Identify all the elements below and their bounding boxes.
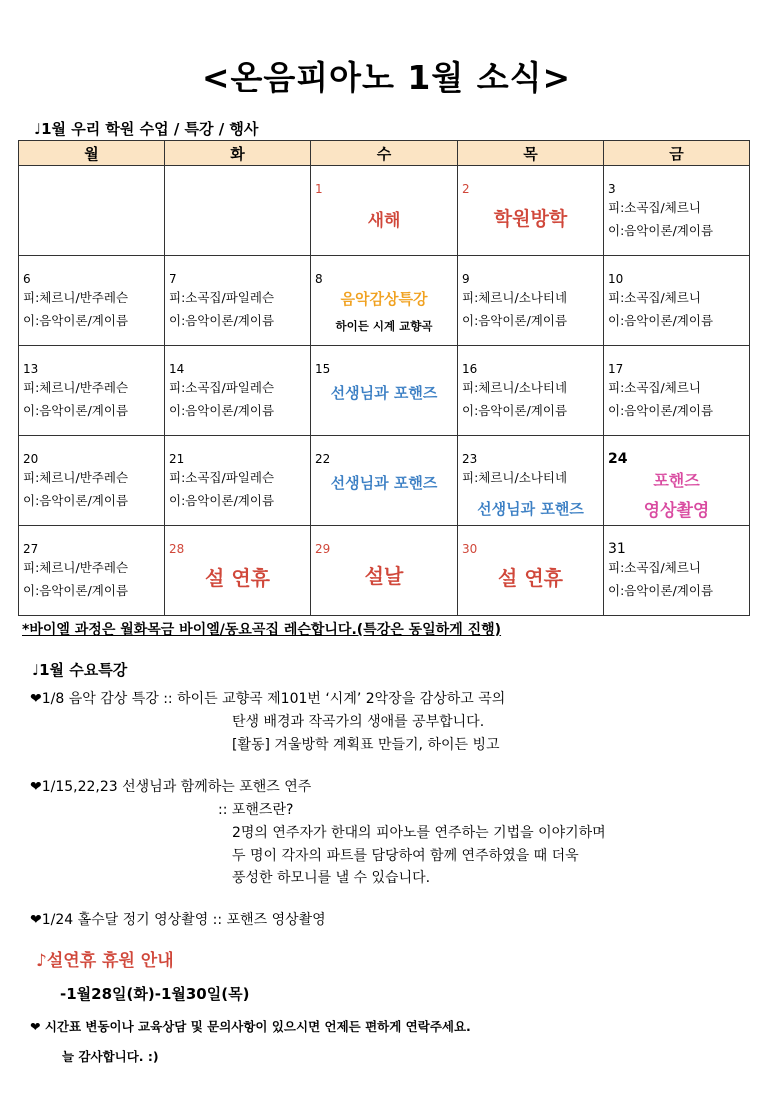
event-four-hands: 선생님과 포핸즈 <box>330 384 438 402</box>
item-appreciation-line1: ❤1/8 음악 감상 특강 :: 하이든 교향곡 제101번 ‘시계’ 2악장을 감상하고 곡의 <box>30 691 506 707</box>
day-cell-27 <box>19 526 165 616</box>
day-cell-2 <box>458 166 604 256</box>
weekday-thu: 목 <box>458 141 604 166</box>
day-number: 27 <box>23 542 39 556</box>
weekday-tue: 화 <box>165 141 311 166</box>
weekday-wed: 수 <box>311 141 458 166</box>
day-number: 3 <box>608 182 616 196</box>
piano-lesson: 피:소곡집/파일레슨 <box>169 290 275 305</box>
item-fourhands-line3: 2명의 연주자가 한대의 피아노를 연주하는 기법을 이야기하며 <box>232 825 606 841</box>
day-cell-28 <box>165 526 311 616</box>
day-cell-17 <box>604 346 750 436</box>
holiday-dates: -1월28일(화)-1월30일(목) <box>60 985 250 1003</box>
piano-lesson: 피:소곡집/체르니 <box>608 380 701 395</box>
holiday-heading: ♪설연휴 휴원 안내 <box>36 951 174 971</box>
piano-lesson: 피:체르니/소나티네 <box>462 380 568 395</box>
day-number: 31 <box>608 541 626 557</box>
item-appreciation-line3: [활동] 겨울방학 계획표 만들기, 하이든 빙고 <box>232 737 500 753</box>
day-cell-1 <box>311 166 458 256</box>
day-cell-8 <box>311 256 458 346</box>
page-title: <온음피아노 1월 소식> <box>201 58 572 97</box>
event-academy-break: 학원방학 <box>493 208 568 230</box>
item-fourhands-line1: ❤1/15,22,23 선생님과 함께하는 포핸즈 연주 <box>30 779 312 795</box>
piano-lesson: 피:소곡집/체르니 <box>608 560 701 575</box>
event-holiday: 설 연휴 <box>205 566 270 590</box>
theory-lesson: 이:음악이론/계이름 <box>608 313 714 328</box>
event-four-hands: 선생님과 포핸즈 <box>330 474 438 492</box>
day-number: 22 <box>315 452 331 466</box>
day-number: 15 <box>315 362 331 376</box>
day-number: 2 <box>462 182 470 196</box>
theory-lesson: 이:음악이론/계이름 <box>608 583 714 598</box>
theory-lesson: 이:음악이론/계이름 <box>169 403 275 418</box>
day-cell-empty <box>165 166 311 256</box>
day-number: 6 <box>23 272 31 286</box>
day-cell-21 <box>165 436 311 526</box>
event-four-hands: 포핸즈 <box>653 471 700 490</box>
theory-lesson: 이:음악이론/계이름 <box>462 403 568 418</box>
event-lunar-new-year: 설날 <box>364 564 404 588</box>
piano-lesson: 피:체르니/소나티네 <box>462 290 568 305</box>
day-number: 29 <box>315 542 331 556</box>
piano-lesson: 피:체르니/반주레슨 <box>23 560 129 575</box>
day-cell-24 <box>604 436 750 526</box>
calendar-week-5 <box>19 526 750 616</box>
theory-lesson: 이:음악이론/계이름 <box>23 493 129 508</box>
piano-lesson: 피:소곡집/파일레슨 <box>169 380 275 395</box>
day-number: 17 <box>608 362 624 376</box>
theory-lesson: 이:음악이론/계이름 <box>169 493 275 508</box>
day-number: 10 <box>608 272 624 286</box>
day-cell-empty <box>19 166 165 256</box>
day-number: 24 <box>608 451 628 467</box>
day-number: 14 <box>169 362 185 376</box>
day-cell-7 <box>165 256 311 346</box>
event-music-appreciation: 음악감상특강 <box>340 290 428 308</box>
day-cell-31 <box>604 526 750 616</box>
event-four-hands: 선생님과 포핸즈 <box>477 500 584 518</box>
piano-lesson: 피:소곡집/체르니 <box>608 290 701 305</box>
day-cell-13 <box>19 346 165 436</box>
day-cell-30 <box>458 526 604 616</box>
calendar-week-2 <box>19 256 750 346</box>
piano-lesson: 피:체르니/반주레슨 <box>23 290 129 305</box>
day-cell-29 <box>311 526 458 616</box>
day-cell-15 <box>311 346 458 436</box>
day-number: 23 <box>462 452 478 466</box>
piano-lesson: 피:체르니/반주레슨 <box>23 470 129 485</box>
event-holiday: 설 연휴 <box>498 566 563 590</box>
day-cell-20 <box>19 436 165 526</box>
theory-lesson: 이:음악이론/계이름 <box>23 583 129 598</box>
day-number: 7 <box>169 272 177 286</box>
calendar-week-1 <box>19 166 750 256</box>
day-number: 8 <box>315 272 323 286</box>
day-number: 16 <box>462 362 478 376</box>
day-number: 30 <box>462 542 478 556</box>
calendar-header-row <box>19 141 750 166</box>
day-cell-22 <box>311 436 458 526</box>
weekday-mon: 월 <box>19 141 165 166</box>
piano-lesson: 피:체르니/반주레슨 <box>23 380 129 395</box>
day-number: 13 <box>23 362 39 376</box>
day-cell-3 <box>604 166 750 256</box>
contact-note: ❤ 시간표 변동이나 교육상담 및 문의사항이 있으시면 언제든 편하게 연락주세요. <box>30 1019 471 1034</box>
theory-lesson: 이:음악이론/계이름 <box>462 313 568 328</box>
day-cell-6 <box>19 256 165 346</box>
calendar-week-4 <box>19 436 750 526</box>
item-video-line1: ❤1/24 홀수달 정기 영상촬영 :: 포핸즈 영상촬영 <box>30 912 326 928</box>
day-cell-14 <box>165 346 311 436</box>
piano-lesson: 피:체르니/소나티네 <box>462 470 568 485</box>
day-number: 9 <box>462 272 470 286</box>
piano-lesson: 피:소곡집/파일레슨 <box>169 470 275 485</box>
day-number: 1 <box>315 182 323 196</box>
item-appreciation-line2: 탄생 배경과 작곡가의 생애를 공부합니다. <box>232 714 485 730</box>
section-calendar-heading: ♩1월 우리 학원 수업 / 특강 / 행사 <box>34 120 259 138</box>
theory-lesson: 이:음악이론/계이름 <box>23 403 129 418</box>
theory-lesson: 이:음악이론/계이름 <box>608 403 714 418</box>
item-fourhands-line5: 풍성한 하모니를 낼 수 있습니다. <box>232 870 431 886</box>
weekday-fri: 금 <box>604 141 750 166</box>
section-wednesday-heading: ♩1월 수요특강 <box>32 661 128 679</box>
theory-lesson: 이:음악이론/계이름 <box>608 223 714 238</box>
day-cell-10 <box>604 256 750 346</box>
day-cell-9 <box>458 256 604 346</box>
theory-lesson: 이:음악이론/계이름 <box>23 313 129 328</box>
day-number: 21 <box>169 452 185 466</box>
day-number: 28 <box>169 542 185 556</box>
day-cell-23 <box>458 436 604 526</box>
theory-lesson: 이:음악이론/계이름 <box>169 313 275 328</box>
event-video-recording: 영상촬영 <box>643 501 710 521</box>
event-new-year: 새해 <box>367 211 401 231</box>
item-fourhands-line2: :: 포핸즈란? <box>218 802 294 818</box>
event-subtitle: 하이든 시계 교향곡 <box>335 319 433 333</box>
thanks-note: 늘 감사합니다. :) <box>62 1049 159 1064</box>
day-cell-16 <box>458 346 604 436</box>
calendar-week-3 <box>19 346 750 436</box>
calendar-table <box>18 140 750 616</box>
item-fourhands-line4: 두 명이 각자의 파트를 담당하여 함께 연주하였을 때 더욱 <box>232 848 579 864</box>
piano-lesson: 피:소곡집/체르니 <box>608 200 701 215</box>
day-number: 20 <box>23 452 39 466</box>
bayer-note: *바이엘 과정은 월화목금 바이엘/동요곡집 레슨합니다.(특강은 동일하게 진행) <box>22 622 502 638</box>
